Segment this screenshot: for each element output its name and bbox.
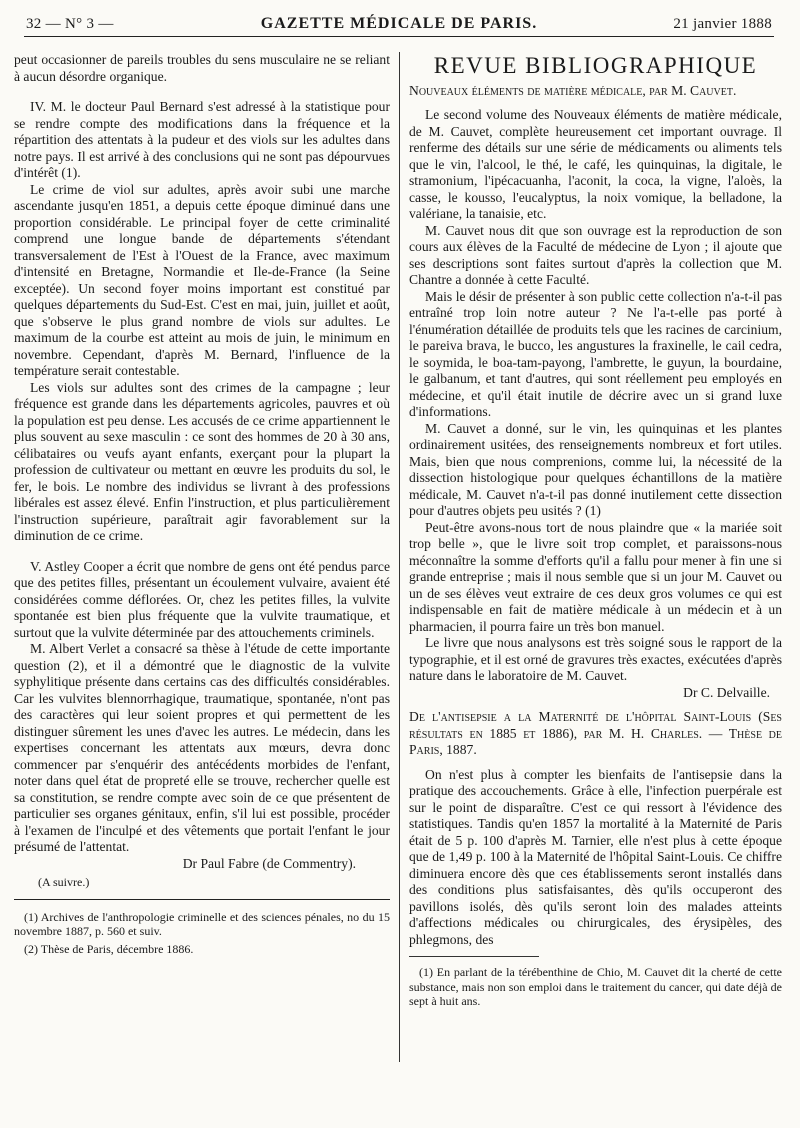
right-column xyxy=(409,52,782,1012)
left-column xyxy=(14,52,390,959)
author-signature: Dr Paul Fabre (de Commentry). xyxy=(182,855,356,871)
footnote: (1) En parlant de la térébenthine de Chio, M. Cauvet dit la cherté de cette substance, mais non son emploi dans le traitement du cancer, qui date déjà de sept à huit ans. xyxy=(409,965,782,1008)
footnote-rule xyxy=(409,956,539,957)
book-title: Nouveaux éléments de matière médicale, par M. Cauvet. xyxy=(409,82,737,98)
paragraph: Le crime de viol sur adultes, après avoir subi une marche ascendante jusqu'en 1851, a depuis cette époque diminué dans une proportion considérable. Le principal foyer de cette criminalité comprend une longue bande de départements s'étendant transversalement de l'Est à l'Ouest de la France, avec maximum d'intensité en Bretagne, Normandie et Ile-de-France (la Seine exceptée). Un second foyer moins important est constitué par quelques départements du Sud-Est. C'est en mai, juin, juillet et août, que s'observe le plus grand nombre de viols sur adultes. Le maximum de la courbe est atteint au mois de juin, le minimum en novembre. Cependant, d'après M. Bernard, l'influence de la température serait contestable. xyxy=(14,181,390,378)
page-number: 32 — N° 3 — xyxy=(26,16,114,32)
to-be-continued: (A suivre.) xyxy=(38,875,90,889)
book-title: De l'antisepsie a la Maternité de l'hôpital Saint-Louis (Ses résultats en 1885 et 1886), par M. H. Charles. — Thèse de Paris, 1887. xyxy=(409,709,782,757)
paragraph: M. Albert Verlet a consacré sa thèse à l'étude de cette importante question (2), et il a démontré que le diagnostic de la vulvite syphylitique présente dans certains cas des difficultés considérables. Car les vulvites blennorrhagique, traumatique, spontanée, n'ont pas des caractères qui leur soient propres et qui permettent de les distinguer sûrement les unes d'avec les autres. Le médecin, dans les expertises concernant les attentats aux mœurs, devra donc commencer par s'enquérir des antécédents morbides de l'enfant, noter dans quel état de propreté elle se trouve, rechercher quelle est sa constitution, se rendre compte avec soin de ce que présentent de particulier ses organes génitaux, enfin, s'il lui est possible, procéder à l'examen de l'inculpé et des vêtements que portait l'enfant le jour présumé de l'attentat. xyxy=(14,641,390,854)
paragraph: IV. M. le docteur Paul Bernard s'est adressé à la statistique pour se rendre compte des modifications dans la fréquence et la répartition des attentats à la pudeur et des viols sur les adultes dans notre pays. Il est arrivé à des conclusions qui ne sont pas dépourvues d'intérêt (1). xyxy=(14,99,390,180)
paragraph: Mais le désir de présenter à son public cette collection n'a-t-il pas entraîné trop loin notre auteur ? Ne l'a-t-elle pas porté à l'énumération détaillée de produits tels que les racines de carcinium, le pareiva brava, le bucco, les angustures la fraxinelle, le cail cedra, le soymida, le boa-tam-payong, l'ambrette, le guyun, la bourdaine, le galbanum, et tant d'autres, qui sont réellement peu employés en médecine, et qu'il était inutile de décrire avec un si grand luxe d'informations. xyxy=(409,288,782,419)
paragraph: Peut-être avons-nous tort de nous plaindre que « la mariée soit trop belle », que le livre soit trop complet, et paraissons-nous méconnaître la somme d'efforts qu'il a fallu pour mener à fin une si grande entreprise ; mais il nous semble que si un jour M. Cauvet ou un de ses élèves veut extraire de ces deux gros volumes ce qui est indispensable en fait de matière médicale à un médecin et à un pharmacien, il pourra faire un très bon manuel. xyxy=(409,519,782,634)
section-title: REVUE BIBLIOGRAPHIQUE xyxy=(433,53,758,78)
footnote: (1) Archives de l'anthropologie criminelle et des sciences pénales, no du 15 novembre 1887, p. 560 et suiv. xyxy=(14,909,390,938)
paragraph: Les viols sur adultes sont des crimes de la campagne ; leur fréquence est grande dans les départements agricoles, pauvres et où la population est peu dense. Les accusés de ce crime appartiennent le plus souvent au sexe masculin : ce sont des hommes de 20 à 30 ans, célibataires ou veufs ayant enfants, exerçant pour la plupart la profession de cultivateur ou mettant en œuvre les produits du sol, le fer, le bois. Le nombre des individus se livrant à des professions libérales est assez élevé. Enfin l'instruction, et plus particulièrement l'instruction supérieure, paraîtrait agir favorablement sur la diminution de ce crime. xyxy=(14,379,390,543)
paragraph: M. Cauvet a donné, sur le vin, les quinquinas et les plantes ordinairement usitées, des renseignements nombreux et fort utiles. Mais, bien que nous comprenions, comme lui, la nécessité de la dissection histologique pour quelques échantillons de la matière médicale, M. Cauvet n'a-t-il pas donné inutilement cette dissection pour d'autres objets peu usités ? (1) xyxy=(409,420,782,518)
paragraph: M. Cauvet nous dit que son ouvrage est la reproduction de son cours aux élèves de la Faculté de médecine de Lyon ; il ajoute que ses descriptions sont faites surtout d'après la collection que M. Chantre a donnée à cette Faculté. xyxy=(409,222,782,287)
issue-date: 21 janvier 1888 xyxy=(673,16,772,32)
paragraph: V. Astley Cooper a écrit que nombre de gens ont été pendus parce que des petites filles, présentant un écoulement vulvaire, avaient été considérées comme déflorées. Or, chez les petites filles, la vulvite spontanée est bien plus fréquente que la vulvite traumatique, et surtout que la vulvite déterminée par des attouchements criminels. xyxy=(14,558,390,640)
paragraph: On n'est plus à compter les bienfaits de l'antisepsie dans la pratique des accouchements. Grâce à elle, l'infection puerpérale est sur le point de disparaître. C'est ce qui ressort à l'évidence des statistiques. Tandis qu'en 1857 la mortalité à la Maternité de Paris était de 5 p. 100 d'après M. Tarnier, elle n'est plus à cette époque que de 1,49 p. 100 à la Maternité de l'hôpital Saint-Louis. Ce chiffre diminuera encore dès que ces établissements seront installés dans des conditions plus satisfaisantes, dès qu'ils occuperont des pavillons isolés, dès qu'ils seront loin des malades atteints d'affections médicales ou chirurgicales, des érysipèles, des phlegmons, des xyxy=(409,766,782,947)
footnote-rule xyxy=(14,899,390,900)
reviewer-signature: Dr C. Delvaille. xyxy=(683,684,770,700)
column-divider xyxy=(399,52,400,1062)
page-header xyxy=(24,10,774,37)
paragraph: peut occasionner de pareils troubles du sens musculaire ne se reliant à aucun désordre organique. xyxy=(14,52,390,84)
paragraph: Le second volume des Nouveaux éléments de matière médicale, de M. Cauvet, complète heureusement cet important ouvrage. Il renferme des détails sur une série de médicaments ou aliments tels que le vin, l'alcool, le thé, le café, les quinquinas, la digitale, le stramonium, l'ipécacuanha, l'aconit, la coca, la vigne, l'aloès, la casse, le kousso, l'eucalyptus, la noix vomique, la belladone, la valériane, la tanaisie, etc. xyxy=(409,107,782,221)
footnote: (2) Thèse de Paris, décembre 1886. xyxy=(24,941,194,956)
journal-title: GAZETTE MÉDICALE DE PARIS. xyxy=(260,15,538,32)
paragraph: Le livre que nous analysons est très soigné sous le rapport de la typographie, et il est orné de gravures très exactes, exécutées d'après nature dans le laboratoire de M. Cauvet. xyxy=(409,635,782,683)
